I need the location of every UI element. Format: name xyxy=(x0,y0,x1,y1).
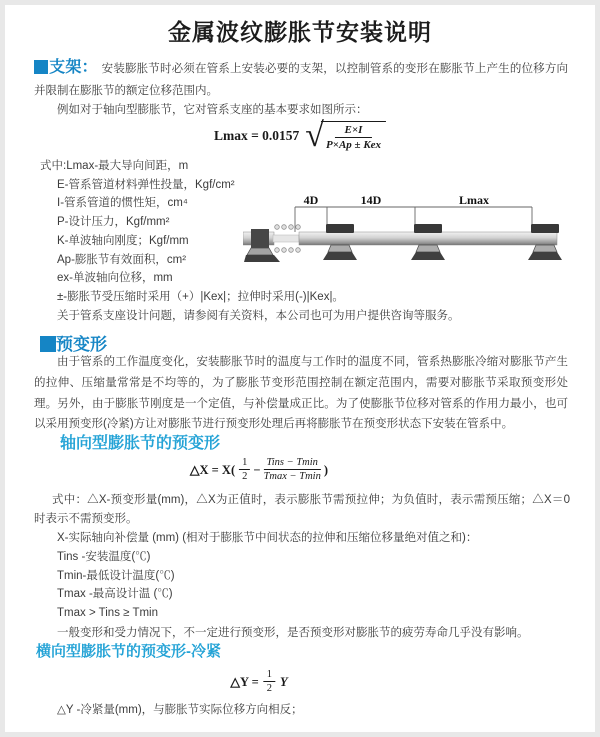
bellows-body xyxy=(273,235,299,242)
half-fraction xyxy=(239,457,250,483)
axial-formula xyxy=(190,457,334,483)
minus-sign: − xyxy=(253,462,261,477)
section-bullet-icon xyxy=(40,336,56,352)
fraction-numerator: 1 xyxy=(264,669,275,682)
support-example-line: 例如对于轴向型膨胀节，它对管系支座的基本要求如图所示： xyxy=(57,104,368,116)
formula-lhs: Lmax = 0.0157 xyxy=(213,128,300,144)
fraction-denominator: P×Ap ± Kex xyxy=(325,139,382,152)
fraction-numerator: Tins − Tmin xyxy=(263,457,320,470)
lateral-note: △Y -冷紧量(mm)，与膨胀节实际位移方向相反； xyxy=(57,704,303,716)
dim-label-14d: 14D xyxy=(360,194,382,207)
variable-line: I-管系管道的惯性矩，cm⁴ xyxy=(57,197,188,210)
fraction-denominator: Tmax − Tmin xyxy=(263,471,321,483)
fraction-numerator: E×I xyxy=(335,124,373,138)
radicand-fraction xyxy=(321,121,386,151)
variable-line: Ap-膨胀节有效面积，cm² xyxy=(57,253,187,266)
dim-label-4d: 4D xyxy=(303,194,319,207)
page-title: 金属波纹膨胀节安装说明 xyxy=(168,19,432,45)
support-section-heading: 支架： xyxy=(49,59,98,76)
x-definition: X-实际轴向补偿量 (mm) (相对于膨胀节中间状态的拉伸和压缩位移量绝对值之和)： xyxy=(57,532,478,544)
pipe-support-diagram xyxy=(243,194,575,284)
lmax-formula xyxy=(213,117,386,154)
temp-line: Tmin-最低设计温度(℃) xyxy=(57,569,175,582)
support-paragraph xyxy=(34,57,568,102)
variable-line: 关于管系支座设计问题，请参阅有关资料，本公司也可为用户提供咨询等服务。 xyxy=(57,309,460,322)
preform-section-heading: 预变形 xyxy=(56,335,107,354)
radical-sign: √ xyxy=(305,117,324,154)
temperature-definitions xyxy=(57,548,175,623)
axial-subheading: 轴向型膨胀节的预变形 xyxy=(60,435,221,452)
lateral-subheading: 横向型膨胀节的预变形-冷紧 xyxy=(36,643,221,660)
lateral-formula xyxy=(230,669,293,695)
fraction-denominator: 2 xyxy=(242,471,248,483)
variable-line: ±-膨胀节受压缩时采用（+）|Kex|；拉伸时采用(-)|Kex|。 xyxy=(57,290,344,303)
half-fraction xyxy=(264,669,275,695)
main-pipe xyxy=(299,232,557,245)
variable-line: P-设计压力，Kgf/mm² xyxy=(57,216,170,229)
variable-line: K-单波轴向刚度；Kgf/mm xyxy=(57,234,189,247)
section-bullet-icon xyxy=(34,60,48,74)
preform-paragraph: 由于管系的工作温度变化，安装膨胀节时的温度与工作时的温度不同，管系热膨胀冷缩对膨胀节产生的拉伸、压缩量常常是不均等的，为了膨胀节变形范围控制在额定范围内，需要对膨胀节采取预变形处理。另外，由于膨胀节刚度是一个定值，与补偿量成正比。为了使膨胀节位移对管系的作用力最小，也可以采用预变形(冷紧)方让对膨胀节进行预变形处理后再将膨胀节在预变形状态下安装在管系中。 xyxy=(34,356,568,431)
temperature-fraction xyxy=(263,457,320,483)
dim-label-lmax: Lmax xyxy=(459,194,489,207)
fraction-numerator: 1 xyxy=(239,457,250,470)
temp-line: Tmax > Tins ≥ Tmin xyxy=(57,607,158,620)
fraction-denominator: 2 xyxy=(266,683,273,695)
variable-line: E-管系管道材料弹性投量，Kgf/cm² xyxy=(57,178,235,191)
variable-line: ex-单波轴向位移，mm xyxy=(57,272,173,285)
temp-line: Tins -安装温度(℃) xyxy=(57,551,151,563)
general-note: 一般变形和受力情况下，不一定进行预变形，是否预变形对膨胀节的疲劳寿命几乎没有影响。 xyxy=(57,627,529,639)
variable-line: 式中:Lmax-最大导向间距，m xyxy=(40,160,189,172)
formula-lhs: △X = X( xyxy=(189,463,236,478)
temp-line: Tmax -最高设计温 (℃) xyxy=(57,588,173,601)
formula-rhs: Y xyxy=(280,674,288,689)
support-intro-text: 安装膨胀节时必须在管系上安装必要的支架，以控制管系的变形在膨胀节上产生的位移方向并限制在膨胀节的额定位移范围内。 xyxy=(34,63,568,97)
formula-rhs: ) xyxy=(323,462,329,477)
formula-lhs: △Y = xyxy=(230,675,259,690)
axial-note: 式中：△X-预变形量(mm)，△X为正值时，表示膨胀节需预拉伸；为负值时，表示需预压缩；△X＝0时表示不需预变形。 xyxy=(34,494,570,525)
